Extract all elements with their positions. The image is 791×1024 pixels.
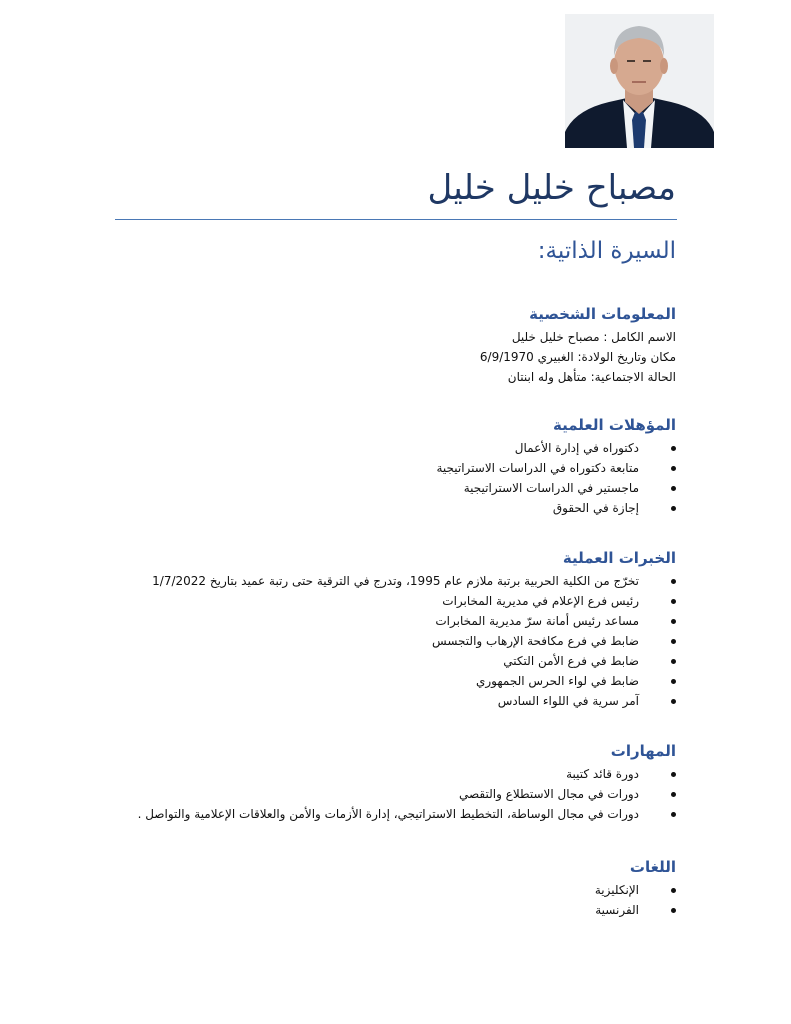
portrait-image: [565, 14, 714, 148]
experience-list: [152, 571, 676, 711]
bullet-icon: [671, 639, 676, 644]
experience-heading: الخبرات العملية: [562, 549, 676, 567]
bullet-icon: [671, 466, 676, 471]
list-item: [436, 438, 676, 458]
list-item-text: دورات في مجال الاستطلاع والتقصي: [458, 787, 639, 801]
list-item: [152, 591, 676, 611]
bullet-icon: [671, 579, 676, 584]
list-item: [595, 880, 676, 900]
bullet-icon: [671, 908, 676, 913]
bullet-icon: [671, 772, 676, 777]
list-item: [152, 651, 676, 671]
bullet-icon: [671, 888, 676, 893]
bullet-icon: [671, 446, 676, 451]
bullet-icon: [671, 659, 676, 664]
list-item-text: الإنكليزية: [594, 883, 639, 897]
skills-heading: المهارات: [610, 742, 676, 760]
skills-list: [138, 764, 676, 824]
list-item-text: دكتوراه في إدارة الأعمال: [514, 441, 639, 455]
bullet-icon: [671, 792, 676, 797]
bullet-icon: [671, 506, 676, 511]
list-item-text: دورات في مجال الوساطة، التخطيط الاستراتيجي، إدارة الأزمات والأمن والعلاقات الإعلامية والتواصل .: [137, 807, 639, 821]
education-list: [436, 438, 676, 518]
list-item: [152, 671, 676, 691]
personal-info-heading: المعلومات الشخصية: [529, 305, 676, 323]
education-heading: المؤهلات العلمية: [553, 416, 676, 434]
list-item-text: ضابط في لواء الحرس الجمهوري: [475, 674, 639, 688]
bullet-icon: [671, 599, 676, 604]
skills-section: [138, 742, 676, 824]
list-item: [595, 900, 676, 920]
list-item-text: ضابط في فرع الأمن التكتي: [503, 654, 639, 668]
title-divider: [115, 219, 677, 220]
education-section: [436, 416, 676, 518]
list-item-text: مساعد رئيس أمانة سرّ مديرية المخابرات: [435, 614, 639, 628]
personal-birth: مكان وتاريخ الولادة: الغبيري 6/9/1970: [479, 350, 676, 364]
list-item: [152, 631, 676, 651]
languages-heading: اللغات: [629, 858, 676, 876]
list-item-text: آمر سرية في اللواء السادس: [497, 694, 639, 708]
list-item: [138, 784, 676, 804]
list-item-text: دورة قائد كتيبة: [566, 767, 639, 781]
bullet-icon: [671, 619, 676, 624]
bullet-icon: [671, 812, 676, 817]
profile-photo: [565, 14, 714, 148]
list-item-text: ماجستير في الدراسات الاستراتيجية: [463, 481, 639, 495]
bullet-icon: [671, 486, 676, 491]
list-item: [152, 691, 676, 711]
list-item-text: متابعة دكتوراه في الدراسات الاستراتيجية: [436, 461, 639, 475]
personal-info-section: [480, 305, 676, 387]
languages-list: [595, 880, 676, 920]
bullet-icon: [671, 679, 676, 684]
list-item-text: رئيس فرع الإعلام في مديرية المخابرات: [442, 594, 639, 608]
document-title: السيرة الذاتية:: [537, 238, 676, 264]
list-item-text: تخرّج من الكلية الحربية برتبة ملازم عام 1995، وتدرج في الترقية حتى رتبة عميد بتاريخ 1/7/2022: [152, 574, 639, 588]
list-item: [152, 571, 676, 591]
list-item-text: إجازة في الحقوق: [552, 501, 639, 515]
list-item: [436, 498, 676, 518]
personal-marital-status: الحالة الاجتماعية: متأهل وله ابنتان: [507, 370, 676, 384]
personal-full-name: الاسم الكامل : مصباح خليل خليل: [511, 330, 676, 344]
list-item: [436, 478, 676, 498]
list-item-text: الفرنسية: [595, 903, 639, 917]
list-item: [152, 611, 676, 631]
bullet-icon: [671, 699, 676, 704]
list-item: [138, 764, 676, 784]
list-item: [138, 804, 676, 824]
list-item: [436, 458, 676, 478]
list-item-text: ضابط في فرع مكافحة الإرهاب والتجسس: [432, 634, 639, 648]
experience-section: [152, 549, 676, 711]
person-name: مصباح خليل خليل: [427, 168, 676, 208]
languages-section: [595, 858, 676, 920]
